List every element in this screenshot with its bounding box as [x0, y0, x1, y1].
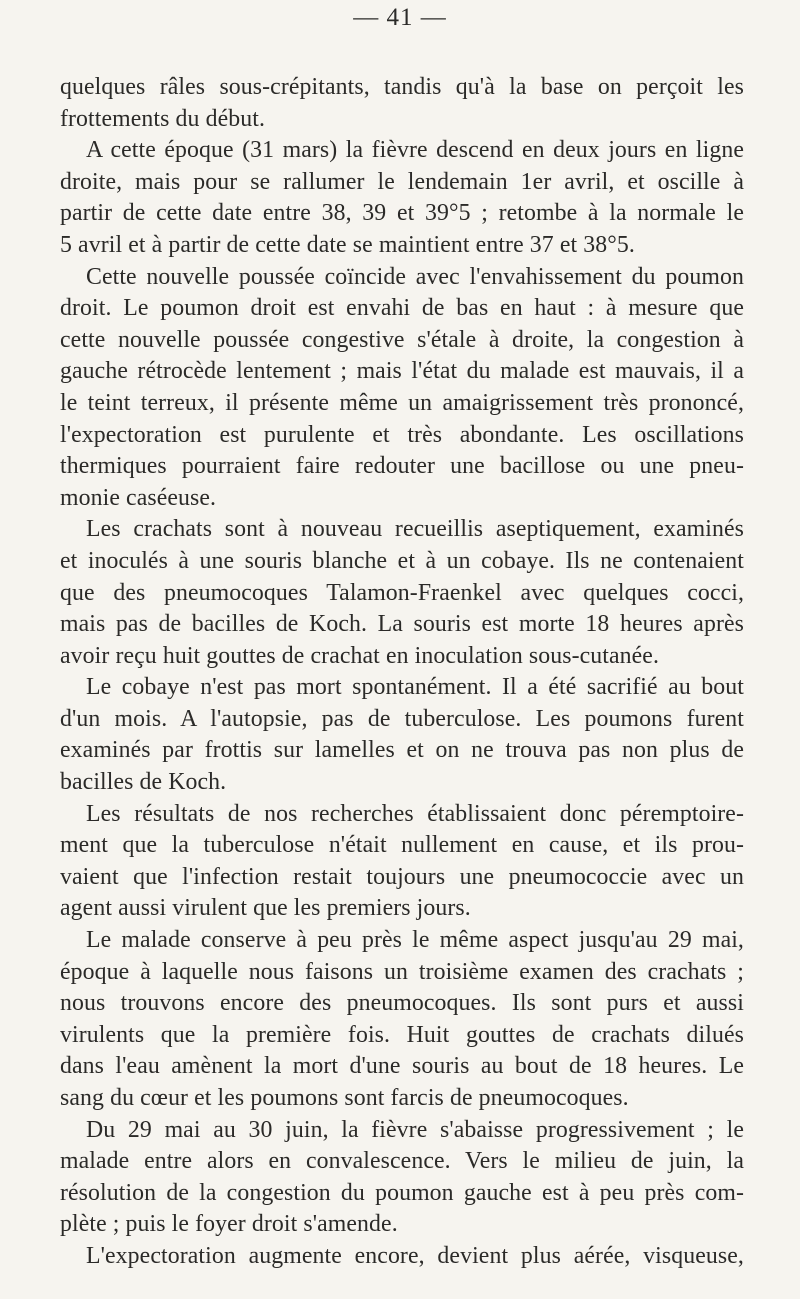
text-line: nous trouvons encore des pneumocoques. Ils sont purs et aussi [60, 990, 744, 1017]
text-line: frottements du début. [60, 105, 265, 132]
text-line: l'expectoration est purulente et très abondante. Les oscillations [60, 421, 744, 448]
text-line: thermiques pourraient faire redouter une bacillose ou une pneu- [60, 453, 744, 480]
text-line: A cette époque (31 mars) la fièvre descend en deux jours en ligne [86, 137, 744, 164]
text-line: examinés par frottis sur lamelles et on ne trouva pas non plus de [60, 737, 744, 764]
text-line: droit. Le poumon droit est envahi de bas en haut : à mesure que [60, 295, 744, 322]
text-line: cette nouvelle poussée congestive s'étale à droite, la congestion à [60, 326, 744, 353]
text-line: le teint terreux, il présente même un amaigrissement très prononcé, [60, 389, 744, 416]
page-number: — 41 — [353, 4, 447, 31]
text-line: gauche rétrocède lentement ; mais l'état du malade est mauvais, il a [60, 358, 744, 385]
text-line: Cette nouvelle poussée coïncide avec l'envahissement du poumon [86, 263, 744, 290]
text-line: d'un mois. A l'autopsie, pas de tuberculose. Les poumons furent [60, 705, 744, 732]
text-line: agent aussi virulent que les premiers jours. [60, 895, 471, 922]
text-line: et inoculés à une souris blanche et à un cobaye. Ils ne contenaient [60, 547, 744, 574]
text-line: droite, mais pour se rallumer le lendemain 1er avril, et oscille à [60, 168, 744, 195]
text-line: mais pas de bacilles de Koch. La souris est morte 18 heures après [60, 611, 744, 638]
text-line: bacilles de Koch. [60, 769, 227, 796]
text-line: quelques râles sous-crépitants, tandis qu'à la base on perçoit les [60, 74, 744, 100]
body-text [60, 72, 744, 1273]
text-line: Le cobaye n'est pas mort spontanément. Il a été sacrifié au bout [86, 674, 744, 701]
text-line: L'expectoration augmente encore, devient plus aérée, visqueuse, [86, 1242, 744, 1269]
text-line: plète ; puis le foyer droit s'amende. [60, 1211, 398, 1238]
text-line: vaient que l'infection restait toujours une pneumococcie avec un [60, 863, 744, 890]
text-line: résolution de la congestion du poumon gauche est à peu près com- [60, 1179, 744, 1206]
text-line: ment que la tuberculose n'était nullement en cause, et ils prou- [60, 832, 744, 859]
text-line: 5 avril et à partir de cette date se maintient entre 37 et 38°5. [60, 231, 635, 258]
text-line: Du 29 mai au 30 juin, la fièvre s'abaisse progressivement ; le [86, 1116, 744, 1143]
text-line: monie caséeuse. [60, 484, 217, 511]
text-line: Les crachats sont à nouveau recueillis aseptiquement, examinés [86, 516, 744, 543]
text-line: malade entre alors en convalescence. Vers le milieu de juin, la [60, 1148, 744, 1175]
text-line: partir de cette date entre 38, 39 et 39°5 ; retombe à la normale le [60, 200, 744, 227]
text-line: que des pneumocoques Talamon-Fraenkel avec quelques cocci, [60, 579, 744, 606]
text-line: Les résultats de nos recherches établissaient donc péremptoire- [86, 800, 744, 827]
text-line: dans l'eau amènent la mort d'une souris au bout de 18 heures. Le [60, 1053, 744, 1080]
text-line: virulents que la première fois. Huit gouttes de crachats dilués [60, 1021, 744, 1048]
text-line: Le malade conserve à peu près le même aspect jusqu'au 29 mai, [86, 927, 744, 954]
text-line: sang du cœur et les poumons sont farcis de pneumocoques. [60, 1085, 629, 1111]
text-line: époque à laquelle nous faisons un troisième examen des crachats ; [60, 958, 744, 985]
text-line: avoir reçu huit gouttes de crachat en inoculation sous-cutanée. [60, 642, 660, 669]
